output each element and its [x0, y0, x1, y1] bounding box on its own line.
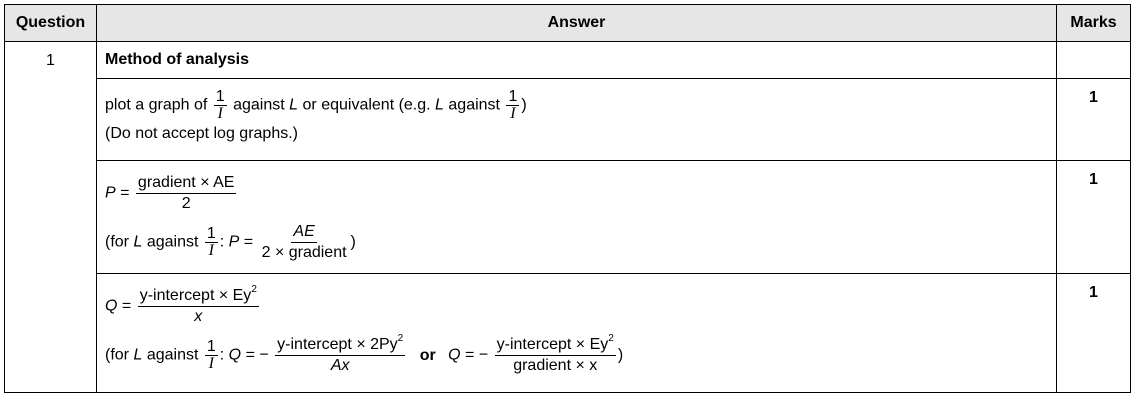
marks-header: Marks	[1057, 5, 1131, 42]
q-alt2-fraction: $\frac{y-intercept \times Ey^2}{\text{gradient × x}}$	[496, 333, 614, 374]
answer-cell-graph	[97, 79, 1057, 161]
question-number: 1	[5, 42, 97, 393]
answer-row-p	[5, 161, 1131, 274]
header-row	[5, 5, 1131, 42]
p-alternative: (for L against $\frac{1}{I}$ : P = $\frac{AE}{\text{2 × gradient}}$ )	[105, 223, 356, 261]
answer-cell-p	[97, 161, 1057, 274]
log-graph-note: (Do not accept log graphs.)	[105, 125, 298, 142]
answer-row-q	[5, 274, 1131, 393]
q-equation: Q = $\frac{y-intercept \times Ey^2}{x}$	[105, 284, 257, 325]
fraction-one-over-i: $\frac{1}{I}$	[215, 88, 225, 122]
mark-scheme-table	[4, 4, 1131, 393]
graph-line: plot a graph of $\frac{1}{I}$ against L or equivalent (e.g. L against $\frac{1}{I}$ )	[105, 88, 527, 122]
p-alt-fraction: $\frac{AE}{\text{2 × gradient}}$	[261, 223, 347, 261]
or-separator: or	[419, 346, 436, 364]
q-alt-fraction: $\frac{y-intercept \times 2Py^2}{Ax}$	[277, 333, 404, 374]
p-equation: P = $\frac{\text{gradient × AE}}{2}$	[105, 174, 235, 212]
section-title-row	[5, 42, 1131, 79]
marks-q: 1	[1057, 274, 1131, 393]
answer-cell-q	[97, 274, 1057, 393]
q-alt-one-over-i: $\frac{1}{I}$	[206, 338, 216, 372]
section-title-marks	[1057, 42, 1131, 79]
section-title: Method of analysis	[97, 42, 1057, 79]
marks-graph: 1	[1057, 79, 1131, 161]
p-alt-one-over-i: $\frac{1}{I}$	[206, 225, 216, 259]
answer-header: Answer	[97, 5, 1057, 42]
fraction-one-over-i-alt: $\frac{1}{I}$	[508, 88, 518, 122]
marks-p: 1	[1057, 161, 1131, 274]
q-alternative: (for L against $\frac{1}{I}$ : Q = − $\frac{y-intercept \times 2Py^2}{Ax}$ or Q = − $\frac{y-intercept \times Ey^2}{\text{gradient × x}}$ )	[105, 333, 624, 374]
p-fraction: $\frac{\text{gradient × AE}}{2}$	[137, 174, 235, 212]
answer-row-graph	[5, 79, 1131, 161]
question-header: Question	[5, 5, 97, 42]
q-fraction: $\frac{y-intercept \times Ey^2}{x}$	[139, 284, 257, 325]
